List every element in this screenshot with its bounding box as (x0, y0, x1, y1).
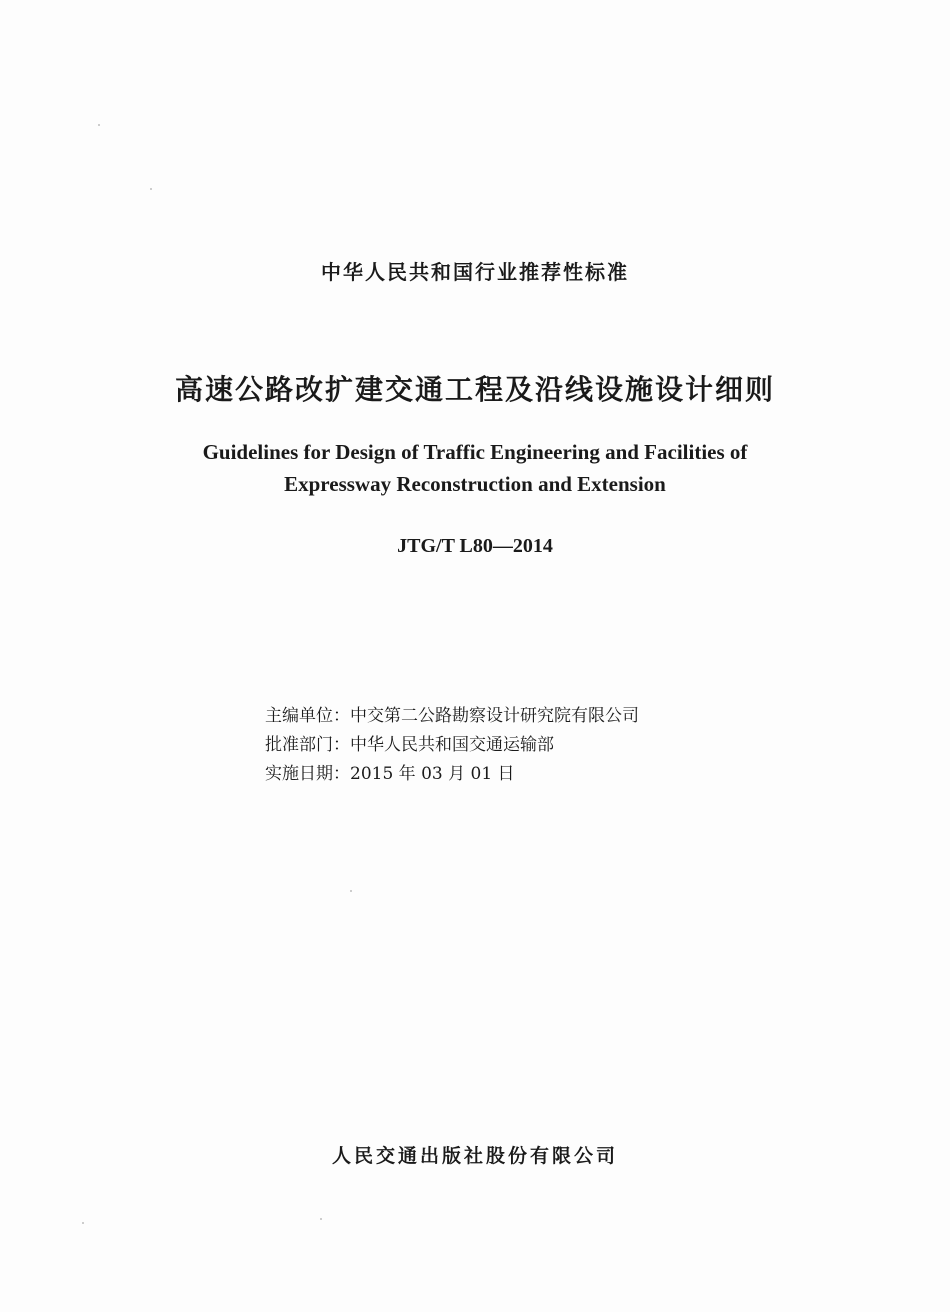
scan-speck (82, 1222, 84, 1224)
chinese-title: 高速公路改扩建交通工程及沿线设施设计细则 (174, 373, 775, 406)
scan-speck (150, 188, 152, 190)
effective-date-line: 实施日期：2015 年 03 月 01 日 (265, 764, 515, 784)
chief-editor-line: 主编单位：中交第二公路勘察设计研究院有限公司 (265, 706, 639, 726)
publisher-name: 人民交通出版社股份有限公司 (331, 1145, 618, 1167)
scan-speck (98, 124, 100, 126)
standard-category: 中华人民共和国行业推荐性标准 (321, 260, 629, 284)
english-title-line-1: Guidelines for Design of Traffic Engineering and Facilities of (202, 440, 748, 464)
scan-speck (350, 890, 352, 892)
scan-speck (320, 1218, 322, 1220)
standard-code: JTG/T L80—2014 (397, 535, 553, 557)
publication-info (265, 702, 639, 789)
english-title-line-2: Expressway Reconstruction and Extension (284, 472, 666, 496)
approval-department-line: 批准部门：中华人民共和国交通运输部 (265, 735, 554, 755)
